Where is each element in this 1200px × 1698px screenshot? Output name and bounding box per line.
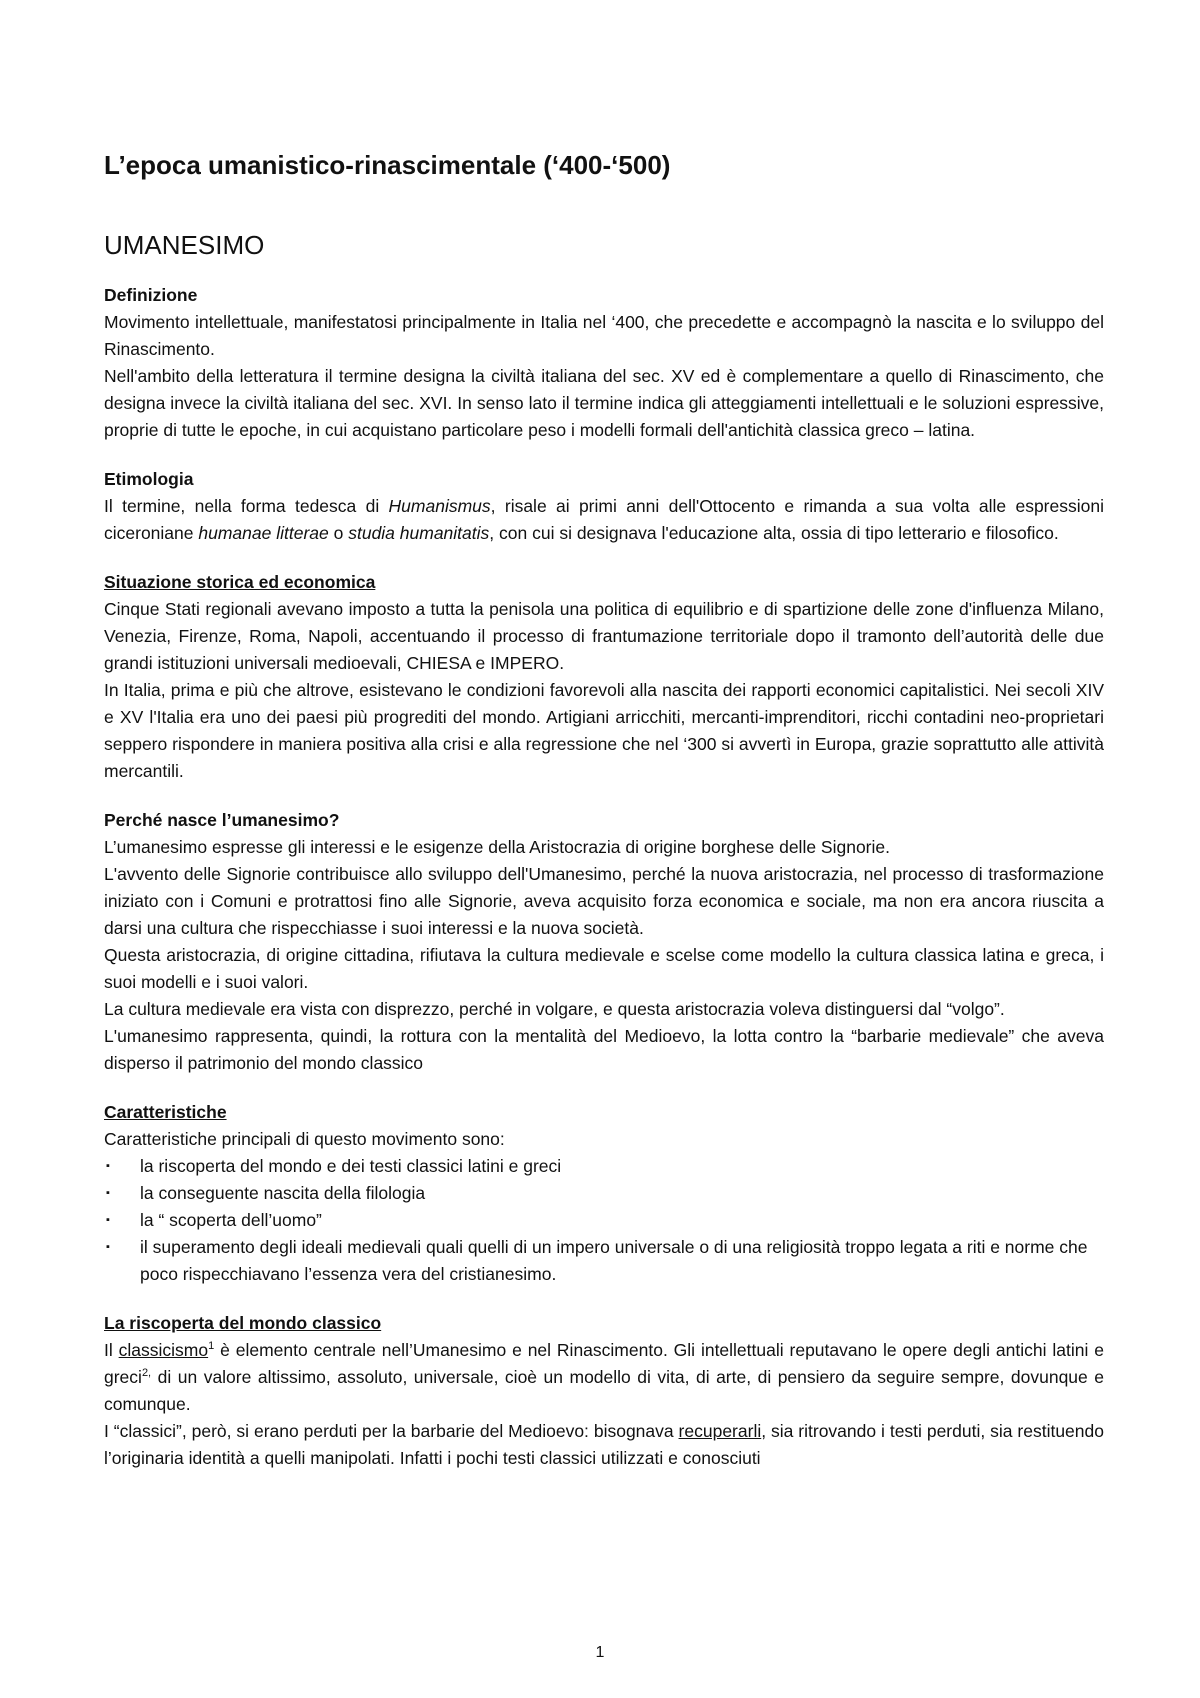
italic-term: humanae litterae xyxy=(198,523,329,543)
paragraph: Questa aristocrazia, di origine cittadina, rifiutava la cultura medievale e scelse come modello la cultura classica latina e greca, i suoi modelli e i suoi valori. xyxy=(104,945,1104,992)
paragraph: L'avvento delle Signorie contribuisce allo sviluppo dell'Umanesimo, perché la nuova aristocrazia, nel processo di trasformazione iniziato con i Comuni e protrattosi fino alle Signorie, aveva acquisito forza economica e sociale, ma non era ancora riuscita a darsi una cultura che rispecchiasse i suoi interessi e la nuova società. xyxy=(104,864,1104,938)
paragraph xyxy=(104,1337,1104,1418)
bullet-list xyxy=(104,1153,1104,1288)
section-heading-riscoperta: La riscoperta del mondo classico xyxy=(104,1313,382,1333)
text-span: Il termine, nella forma tedesca di xyxy=(104,496,389,516)
list-item xyxy=(104,1234,1104,1288)
text-span: Il xyxy=(104,1340,119,1360)
underlined-term: recuperarli xyxy=(678,1421,762,1441)
section-riscoperta xyxy=(104,1310,1104,1472)
section-heading-etimologia: Etimologia xyxy=(104,469,194,489)
paragraph: L'umanesimo rappresenta, quindi, la rottura con la mentalità del Medioevo, la lotta contro la “barbarie medievale” che aveva disperso il patrimonio del mondo classico xyxy=(104,1026,1104,1073)
section-heading-situazione: Situazione storica ed economica xyxy=(104,572,376,592)
bullet-icon: ▪ xyxy=(106,1160,110,1172)
document-title: L’epoca umanistico-rinascimentale (‘400-‘500) xyxy=(104,150,671,180)
footnote-ref[interactable]: 2, xyxy=(141,1367,152,1380)
text-span: o xyxy=(328,523,349,543)
paragraph: Movimento intellettuale, manifestatosi principalmente in Italia nel ‘400, che precedette e accompagnò la nascita e lo sviluppo del Rinascimento. xyxy=(104,312,1104,359)
section-perche xyxy=(104,807,1104,1077)
list-item-text: il superamento degli ideali medievali quali quelli di un impero universale o di una religiosità troppo legata a riti e norme che poco rispecchiavano l’essenza vera del cristianesimo. xyxy=(140,1237,1088,1284)
bullet-icon: ▪ xyxy=(106,1187,110,1199)
text-span: , con cui si designava l'educazione alta, ossia di tipo letterario e filosofico. xyxy=(489,523,1059,543)
paragraph xyxy=(104,493,1104,547)
section-heading-definizione: Definizione xyxy=(104,285,198,305)
text-span: , risale ai primi anni dell'Ottocento e rimanda a sua volta alle espressioni ciceroniane xyxy=(104,496,1104,543)
section-definizione xyxy=(104,282,1104,444)
list-item-text: la conseguente nascita della filologia xyxy=(140,1183,426,1203)
italic-term: Humanismus xyxy=(388,496,491,516)
paragraph xyxy=(104,1418,1104,1472)
paragraph: Nell'ambito della letteratura il termine designa la civiltà italiana del sec. XV ed è complementare a quello di Rinascimento, che designa invece la civiltà italiana del sec. XVI. In senso lato il termine indica gli atteggiamenti intellettuali e le soluzioni espressive, proprie di tutte le epoche, in cui acquistano particolare peso i modelli formali dell'antichità classica greco – latina. xyxy=(104,366,1104,440)
section-caratteristiche xyxy=(104,1099,1104,1288)
paragraph: In Italia, prima e più che altrove, esistevano le condizioni favorevoli alla nascita dei rapporti economici capitalistici. Nei secoli XIV e XV l'Italia era uno dei paesi più progrediti del mondo. Artigiani arricchiti, mercanti-imprenditori, ricchi contadini neo-proprietari seppero rispondere in maniera positiva alla crisi e alla regressione che nel ‘300 si avvertì in Europa, grazie soprattutto alle attività mercantili. xyxy=(104,680,1104,781)
document-page xyxy=(104,148,1104,1494)
list-item xyxy=(104,1207,1104,1234)
bullet-icon: ▪ xyxy=(106,1241,110,1253)
list-item-text: la “ scoperta dell’uomo” xyxy=(140,1210,322,1230)
page-number: 1 xyxy=(595,1644,605,1661)
section-situazione xyxy=(104,569,1104,785)
bullet-icon: ▪ xyxy=(106,1214,110,1226)
list-item-text: la riscoperta del mondo e dei testi classici latini e greci xyxy=(140,1156,562,1176)
text-span: , sia ritrovando i testi perduti, sia restituendo l’originaria identità a quelli manipolati. Infatti i pochi testi classici utilizzati e conosciuti xyxy=(104,1421,1104,1468)
text-span: I “classici”, però, si erano perduti per la barbarie del Medioevo: bisognava xyxy=(104,1421,679,1441)
footnote-ref[interactable]: 1 xyxy=(208,1340,215,1353)
section-heading-caratteristiche: Caratteristiche xyxy=(104,1102,227,1122)
main-heading: UMANESIMO xyxy=(104,230,265,260)
underlined-term: classicismo xyxy=(118,1340,209,1360)
text-span: di un valore altissimo, assoluto, universale, cioè un modello di vita, di arte, di pensiero da seguire sempre, dovunque e comunque. xyxy=(104,1367,1104,1414)
text-span: è elemento centrale nell’Umanesimo e nel Rinascimento. Gli intellettuali reputavano le opere degli antichi latini e greci xyxy=(104,1340,1104,1387)
paragraph: L’umanesimo espresse gli interessi e le esigenze della Aristocrazia di origine borghese delle Signorie. xyxy=(104,837,890,857)
paragraph: Cinque Stati regionali avevano imposto a tutta la penisola una politica di equilibrio e di spartizione delle zone d'influenza Milano, Venezia, Firenze, Roma, Napoli, accentuando il processo di frantumazione territoriale dopo il tramonto dell’autorità delle due grandi istituzioni universali medioevali, CHIESA e IMPERO. xyxy=(104,599,1104,673)
section-heading-perche: Perché nasce l’umanesimo? xyxy=(104,810,340,830)
list-item xyxy=(104,1180,1104,1207)
section-etimologia xyxy=(104,466,1104,547)
paragraph: La cultura medievale era vista con disprezzo, perché in volgare, e questa aristocrazia voleva distinguersi dal “volgo”. xyxy=(104,999,1005,1019)
paragraph: Caratteristiche principali di questo movimento sono: xyxy=(104,1129,505,1149)
italic-term: studia humanitatis xyxy=(348,523,490,543)
list-item xyxy=(104,1153,1104,1180)
